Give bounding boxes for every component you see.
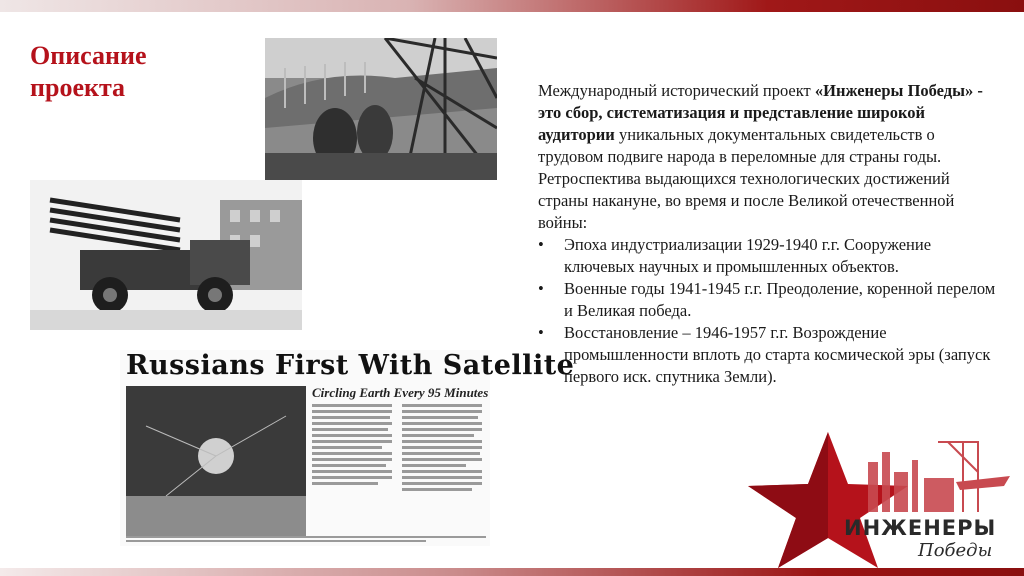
- retrospective-paragraph: Ретроспектива выдающихся технологических достижений страны накануне, во время и после Великой отечественной войны:: [538, 169, 955, 232]
- bottom-decorative-bar: [0, 568, 1024, 576]
- bullet-item: [538, 234, 998, 278]
- intro-paragraph: [538, 80, 998, 168]
- intro-plain-text: Международный исторический проект: [538, 81, 815, 100]
- title-line-2: проекта: [30, 73, 126, 102]
- bullet-item: [538, 278, 998, 322]
- slide-title: [30, 40, 220, 104]
- newspaper-clipping: [120, 350, 575, 546]
- intro-bold-text: «Инженеры Победы» - это сбор, систематизация и представление широкой аудитории: [538, 81, 983, 144]
- rocket-launcher-truck-photo: [30, 180, 302, 330]
- bullet-text: Эпоха индустриализации 1929-1940 г.г. Сооружение ключевых научных и промышленных объектов.: [564, 235, 932, 276]
- title-line-1: Описание: [30, 41, 147, 70]
- satellite-photo: [126, 386, 306, 536]
- intro-rest-text: уникальных документальных свидетельств о трудовом подвиге народа в переломные для страны годы.: [538, 125, 942, 166]
- newspaper-subheadline: Circling Earth Every 95 Minutes: [312, 385, 489, 400]
- dam-construction-photo: [265, 38, 497, 180]
- newspaper-text-columns: [312, 404, 484, 534]
- bullet-item: [538, 322, 998, 388]
- project-description: [538, 80, 998, 388]
- bullet-text: Восстановление – 1946-1957 г.г. Возрождение промышленности вплоть до старта космической эры (запуск первого иск. спутника Земли).: [564, 323, 991, 386]
- newspaper-headline: Russians First With Satellite: [126, 350, 575, 381]
- bullet-icon: •: [538, 279, 544, 298]
- era-bullet-list: [538, 234, 998, 388]
- newspaper-caption: [126, 536, 486, 544]
- logo-line-2: Победы: [918, 540, 993, 561]
- logo-line-1: ИНЖЕНЕРЫ: [844, 516, 997, 540]
- bullet-text: Военные годы 1941-1945 г.г. Преодоление, коренной перелом и Великая победа.: [564, 279, 996, 320]
- engineers-of-victory-logo: [748, 432, 1018, 568]
- bullet-icon: •: [538, 235, 544, 254]
- bullet-icon: •: [538, 323, 544, 342]
- top-decorative-bar: [0, 0, 1024, 12]
